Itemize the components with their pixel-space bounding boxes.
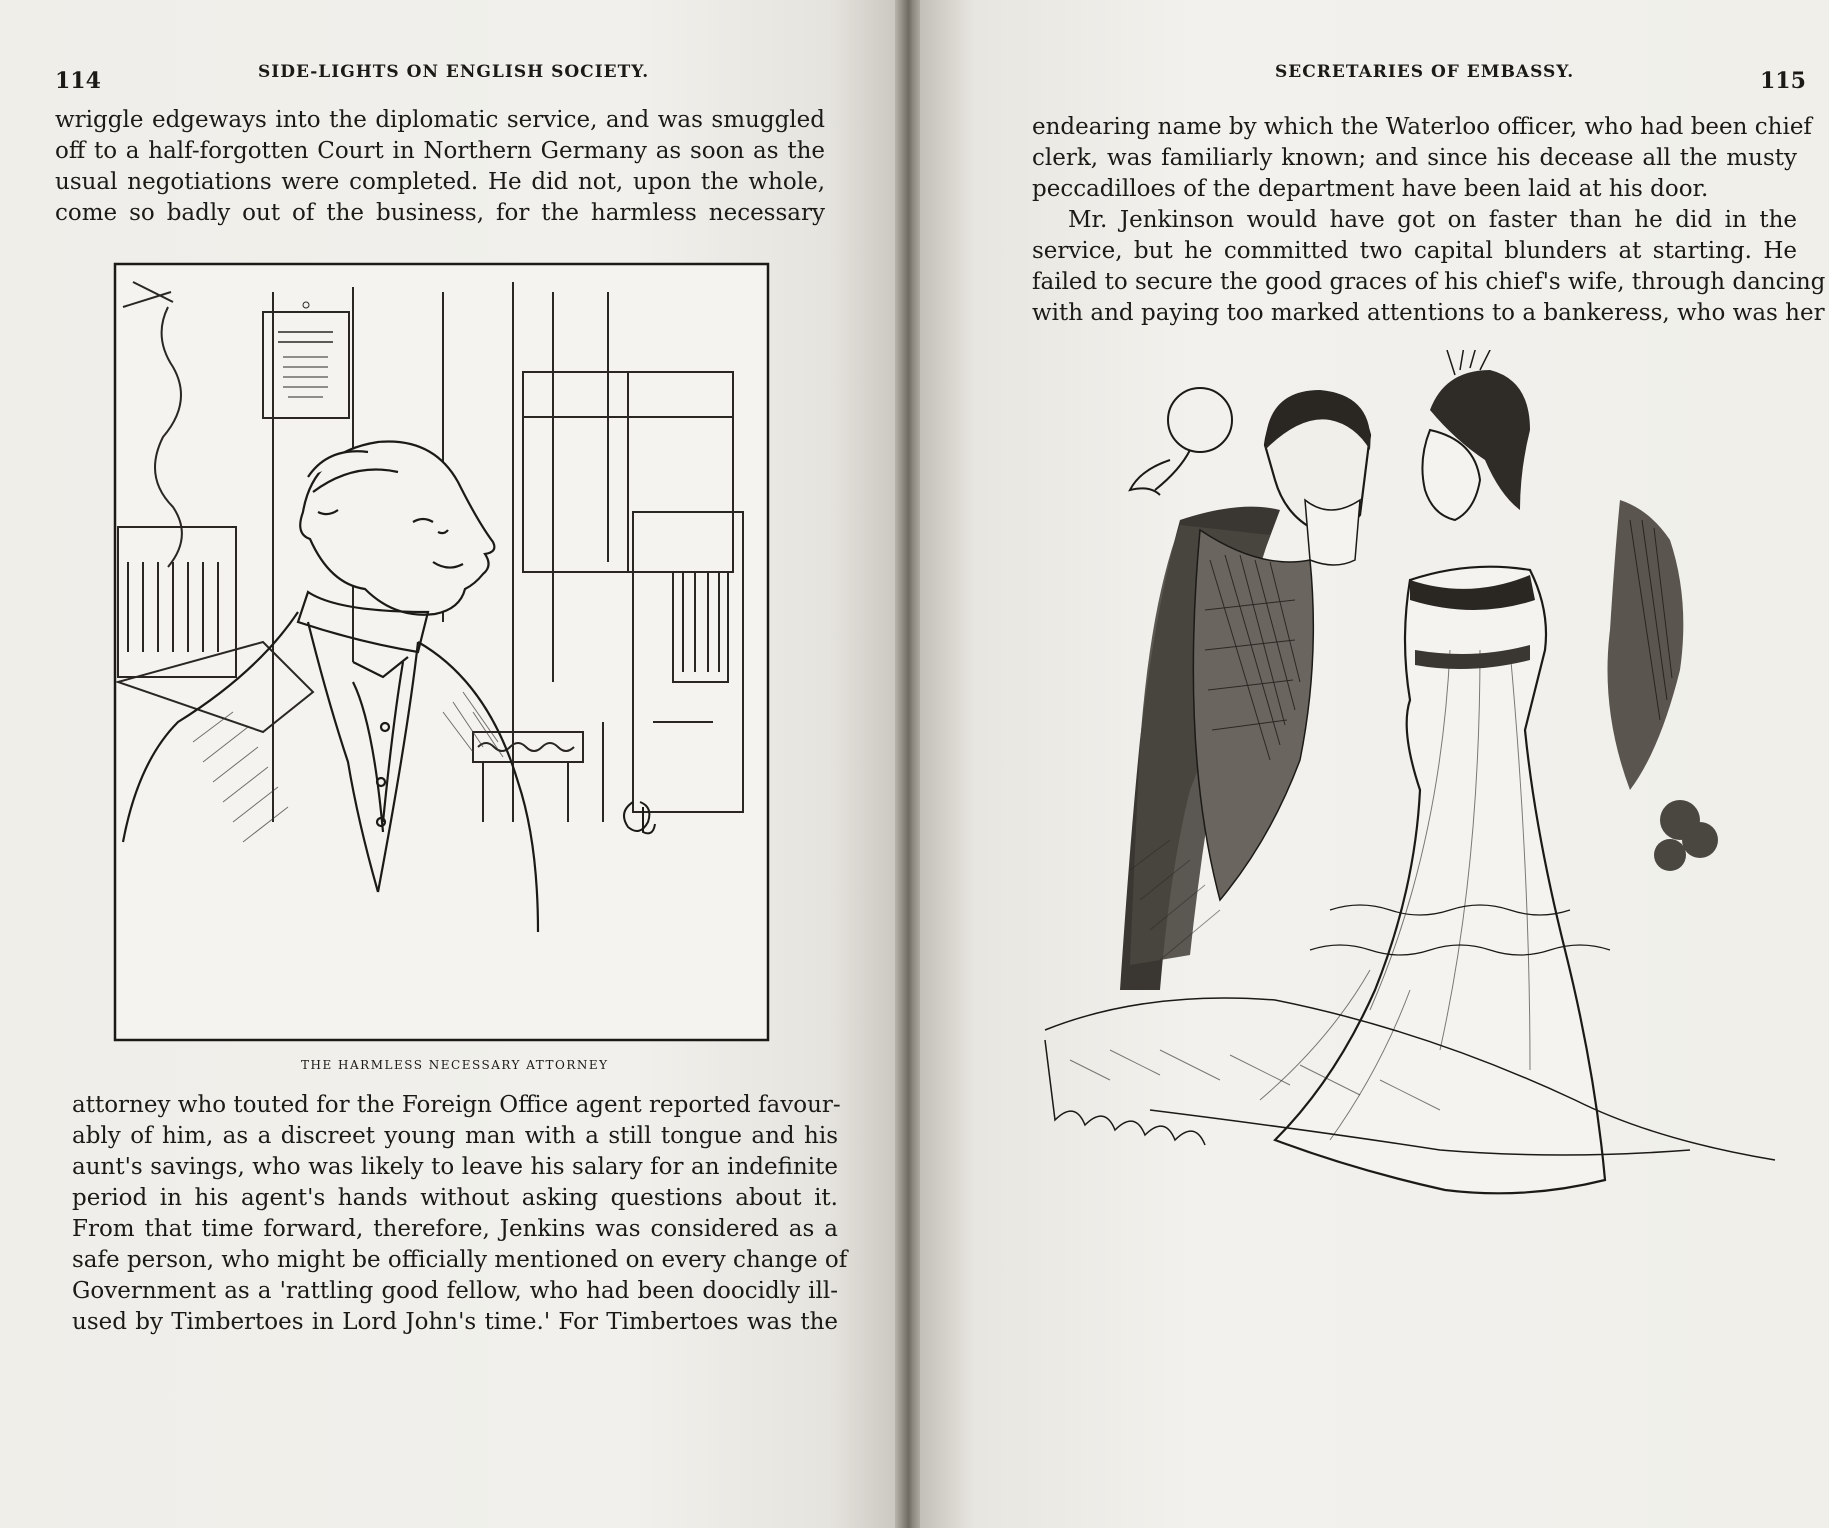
- text-line: off to a half-forgotten Court in Northern Germany as soon as the: [55, 138, 825, 164]
- text-line: used by Timbertoes in Lord John's time.' For Timbertoes was the: [72, 1309, 838, 1335]
- left-running-head: SIDE-LIGHTS ON ENGLISH SOCIETY.: [258, 62, 650, 82]
- text-line: aunt's savings, who was likely to leave his salary for an indefinite: [72, 1154, 838, 1180]
- right-page-number: 115: [1760, 68, 1806, 94]
- left-page: [0, 0, 900, 1528]
- text-line: service, but he committed two capital blunders at starting. He: [1032, 238, 1797, 264]
- right-running-head: SECRETARIES OF EMBASSY.: [1275, 62, 1575, 82]
- left-page-number: 114: [55, 68, 101, 94]
- text-line: ably of him, as a discreet young man with a still tongue and his: [72, 1123, 838, 1149]
- text-line: safe person, who might be officially mentioned on every change of: [72, 1247, 848, 1273]
- text-line: usual negotiations were completed. He did not, upon the whole,: [55, 169, 825, 195]
- text-line: period in his agent's hands without asking questions about it.: [72, 1185, 838, 1211]
- attorney-illustration: [113, 262, 770, 1042]
- left-top-paragraph: [55, 105, 825, 229]
- text-line: failed to secure the good graces of his chief's wife, through dancing: [1032, 269, 1826, 295]
- text-line: Government as a 'rattling good fellow, who had been doocidly ill-: [72, 1278, 838, 1304]
- text-line: peccadilloes of the department have been laid at his door.: [1032, 176, 1709, 202]
- right-top-paragraph: [1032, 112, 1826, 329]
- figure-caption: THE HARMLESS NECESSARY ATTORNEY: [301, 1058, 609, 1072]
- text-line: with and paying too marked attentions to a bankeress, who was her: [1032, 300, 1825, 326]
- text-line: attorney who touted for the Foreign Office agent reported favour-: [72, 1092, 841, 1118]
- text-line: From that time forward, therefore, Jenkins was considered as a: [72, 1216, 838, 1242]
- text-line: Mr. Jenkinson would have got on faster than he did in the: [1068, 207, 1797, 233]
- couple-illustration: [1030, 350, 1800, 1330]
- text-line: wriggle edgeways into the diplomatic service, and was smuggled: [55, 107, 825, 133]
- right-page: [920, 0, 1829, 1528]
- text-line: endearing name by which the Waterloo officer, who had been chief: [1032, 114, 1812, 140]
- text-line: come so badly out of the business, for the harmless necessary: [55, 200, 825, 226]
- text-line: clerk, was familiarly known; and since his decease all the musty: [1032, 145, 1797, 171]
- left-bottom-paragraph: [72, 1090, 848, 1338]
